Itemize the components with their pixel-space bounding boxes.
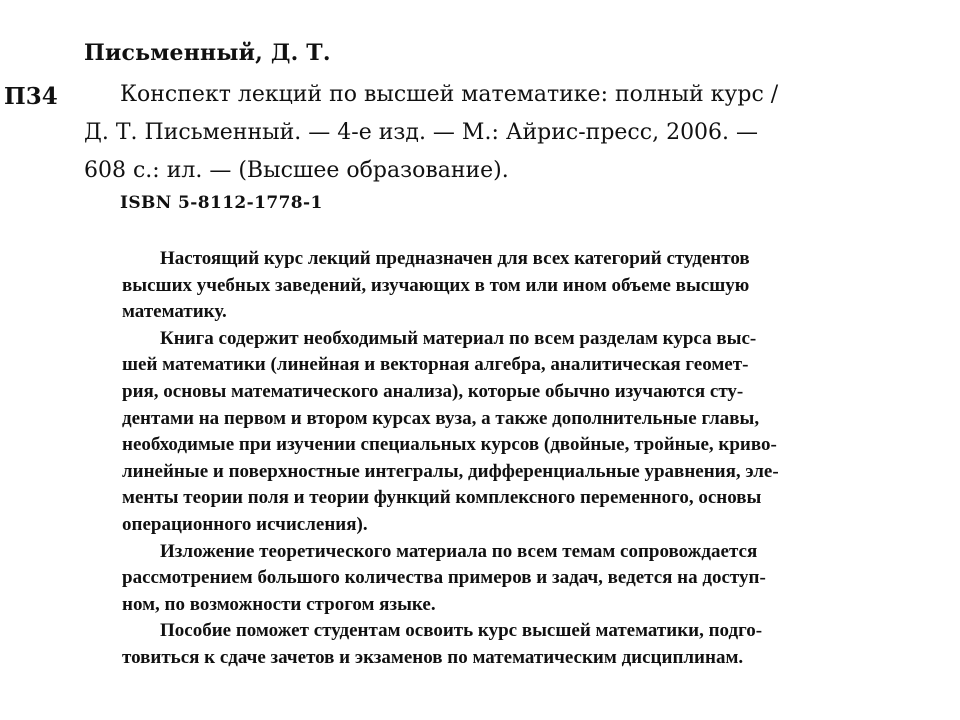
abstract-line: Пособие поможет студентам освоить курс высшей математики, подго- — [160, 620, 763, 642]
abstract-paragraph — [122, 539, 937, 619]
abstract-line: Книга содержит необходимый материал по всем разделам курса выс- — [160, 327, 757, 349]
abstract-line: операционного исчисления). — [122, 513, 368, 535]
classification-code: П34 — [4, 83, 58, 110]
isbn-number: ISBN 5-8112-1778-1 — [120, 193, 323, 213]
abstract-paragraph — [122, 618, 937, 671]
citation-line: Конспект лекций по высшей математике: полный курс / — [120, 82, 779, 107]
abstract-line: товиться к сдаче зачетов и экзаменов по математическим дисциплинам. — [122, 646, 744, 668]
abstract-line: ном, по возможности строгом языке. — [122, 593, 436, 615]
abstract-line: высших учебных заведений, изучающих в том или ином объеме высшую — [122, 274, 750, 296]
abstract-line: математику. — [122, 301, 227, 323]
abstract-line: Изложение теоретического материала по всем темам сопровождается — [160, 540, 758, 562]
citation-line: 608 с.: ил. — (Высшее образование). — [84, 158, 509, 183]
abstract-line: линейные и поверхностные интегралы, дифференциальные уравнения, эле- — [122, 460, 779, 482]
citation-line: Д. Т. Письменный. — 4-е изд. — М.: Айрис-пресс, 2006. — — [84, 120, 759, 145]
abstract-line: дентами на первом и втором курсах вуза, а также дополнительные главы, — [122, 407, 760, 429]
abstract-paragraph — [122, 246, 937, 326]
abstract-line: Настоящий курс лекций предназначен для всех категорий студентов — [160, 248, 750, 269]
abstract-paragraph — [122, 326, 937, 539]
bibliographic-citation — [84, 76, 924, 190]
abstract-line: шей математики (линейная и векторная алгебра, аналитическая геомет- — [122, 354, 749, 376]
abstract-line: рассмотрением большого количества примеров и задач, ведется на доступ- — [122, 567, 766, 589]
abstract-line: рия, основы математического анализа), которые обычно изучаются сту- — [122, 380, 744, 402]
abstract-line: менты теории поля и теории функций комплексного переменного, основы — [122, 487, 762, 509]
abstract-line: необходимые при изучении специальных курсов (двойные, тройные, криво- — [122, 434, 777, 456]
abstract-text — [122, 246, 937, 672]
author-heading: Письменный, Д. Т. — [84, 40, 331, 66]
